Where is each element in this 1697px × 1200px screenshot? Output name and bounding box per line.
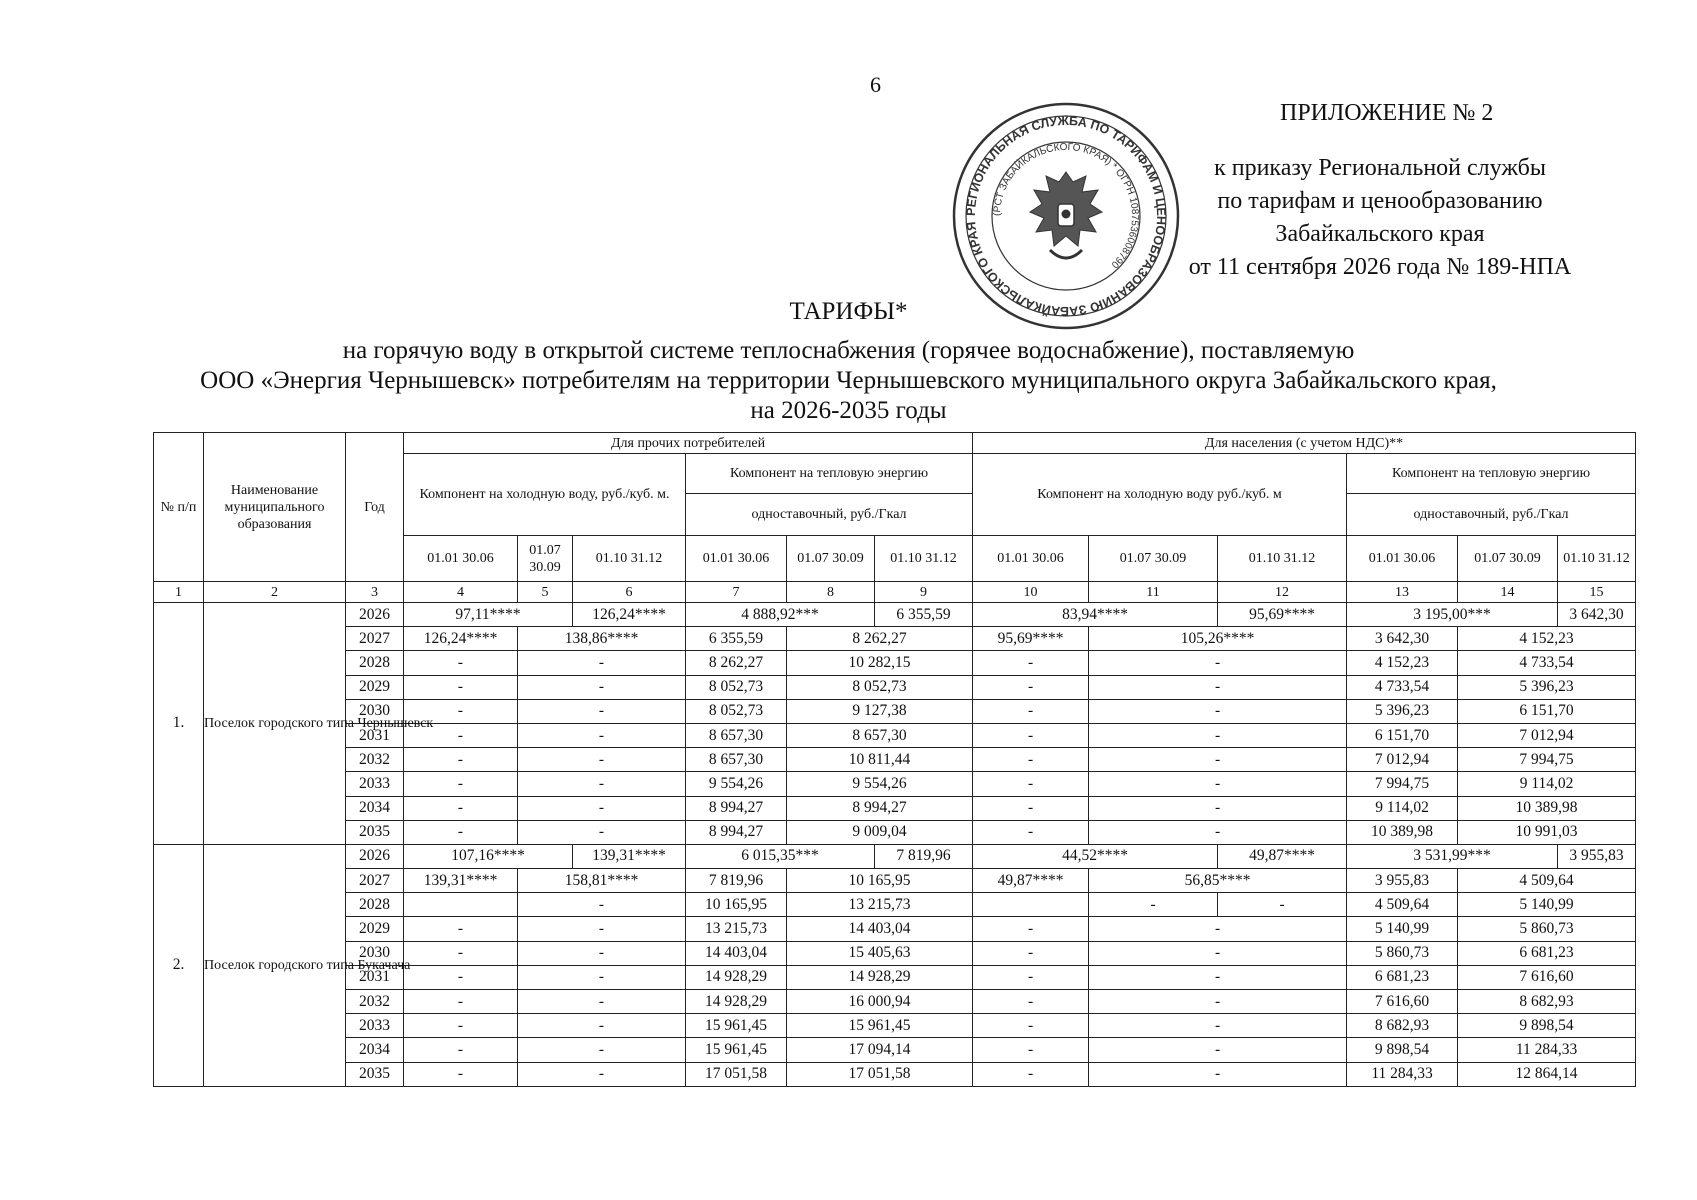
tariff-value: - <box>404 699 518 723</box>
header-cold-water-population: Компонент на холодную воду руб./куб. м <box>973 454 1347 536</box>
table-row <box>154 820 1636 844</box>
tariff-value: 3 642,30 <box>1558 603 1636 627</box>
tariff-value: - <box>1089 990 1347 1014</box>
tariff-value: 4 733,54 <box>1458 651 1636 675</box>
header-group-other: Для прочих потребителей <box>404 433 973 454</box>
tariff-value <box>973 893 1089 917</box>
table-row <box>154 990 1636 1014</box>
tariff-value: - <box>973 990 1089 1014</box>
tariff-value: 139,31**** <box>404 869 518 893</box>
tariff-value: 8 994,27 <box>787 796 973 820</box>
tariff-value: 8 052,73 <box>686 699 787 723</box>
tariff-value: 4 509,64 <box>1458 869 1636 893</box>
tariff-value: 95,69**** <box>1218 603 1347 627</box>
tariff-value: 56,85**** <box>1089 869 1347 893</box>
tariff-value: 10 165,95 <box>686 893 787 917</box>
tariff-value: 8 994,27 <box>686 820 787 844</box>
tariff-value: - <box>1089 699 1347 723</box>
tariff-value: 44,52**** <box>973 844 1218 868</box>
tariff-value: 9 114,02 <box>1458 772 1636 796</box>
tariff-value: 9 009,04 <box>787 820 973 844</box>
tariff-value: 107,16**** <box>404 844 573 868</box>
table-row <box>154 772 1636 796</box>
tariff-value: - <box>1089 675 1347 699</box>
tariff-value: 10 811,44 <box>787 748 973 772</box>
tariff-value: 97,11**** <box>404 603 573 627</box>
header-period: 01.01 30.06 <box>1347 536 1458 582</box>
tariff-value: - <box>404 675 518 699</box>
table-row <box>154 941 1636 965</box>
tariff-value: 9 898,54 <box>1458 1014 1636 1038</box>
year-cell: 2031 <box>346 723 404 747</box>
tariff-value: - <box>973 699 1089 723</box>
tariff-value: 9 554,26 <box>787 772 973 796</box>
tariff-value: - <box>404 748 518 772</box>
tariff-value: 10 282,15 <box>787 651 973 675</box>
tariff-value: 3 195,00*** <box>1347 603 1558 627</box>
tariff-value: 15 961,45 <box>787 1014 973 1038</box>
tariff-value: - <box>518 699 686 723</box>
tariff-value: 126,24**** <box>573 603 686 627</box>
tariff-value: 6 355,59 <box>686 627 787 651</box>
tariff-value: 9 127,38 <box>787 699 973 723</box>
tariff-value: 17 051,58 <box>787 1062 973 1086</box>
header-period: 01.10 31.12 <box>1558 536 1636 582</box>
header-heat-population: Компонент на тепловую энергию <box>1347 454 1636 494</box>
tariff-value: 4 888,92*** <box>686 603 875 627</box>
tariff-value: 10 389,98 <box>1458 796 1636 820</box>
header-column-number: 12 <box>1218 582 1347 603</box>
header-period: 01.07 30.09 <box>1089 536 1218 582</box>
table-row <box>154 675 1636 699</box>
tariff-value: - <box>518 1062 686 1086</box>
tariff-value: - <box>404 796 518 820</box>
table-row <box>154 917 1636 941</box>
tariff-value: - <box>1089 772 1347 796</box>
tariff-value: 7 616,60 <box>1347 990 1458 1014</box>
table-row <box>154 699 1636 723</box>
tariff-value: - <box>404 941 518 965</box>
table-row <box>154 627 1636 651</box>
tariff-value: - <box>1089 651 1347 675</box>
tariff-value <box>404 893 518 917</box>
header-column-number: 6 <box>573 582 686 603</box>
tariff-value: - <box>973 675 1089 699</box>
tariff-value: - <box>518 675 686 699</box>
tariff-value: 4 152,23 <box>1347 651 1458 675</box>
tariff-value: 9 114,02 <box>1347 796 1458 820</box>
tariff-value: 6 151,70 <box>1458 699 1636 723</box>
header-cold-water-other: Компонент на холодную воду, руб./куб. м. <box>404 454 686 536</box>
header-column-number: 15 <box>1558 582 1636 603</box>
header-heat-other-sub: одноставочный, руб./Гкал <box>686 494 973 536</box>
tariff-value: 8 262,27 <box>787 627 973 651</box>
tariff-value: - <box>518 1014 686 1038</box>
header-column-number: 8 <box>787 582 875 603</box>
table-row <box>154 844 1636 868</box>
tariff-value: - <box>1089 1014 1347 1038</box>
header-column-number: 14 <box>1458 582 1558 603</box>
tariff-value: 139,31**** <box>573 844 686 868</box>
row-number: 1. <box>154 603 204 845</box>
tariff-value: 10 991,03 <box>1458 820 1636 844</box>
year-cell: 2030 <box>346 699 404 723</box>
tariff-value: 6 681,23 <box>1458 941 1636 965</box>
year-cell: 2026 <box>346 603 404 627</box>
tariff-value: 12 864,14 <box>1458 1062 1636 1086</box>
tariff-value: 5 860,73 <box>1458 917 1636 941</box>
table-row <box>154 651 1636 675</box>
header-period: 01.07 30.09 <box>787 536 875 582</box>
appendix-reference <box>1140 152 1620 284</box>
tariff-value: 8 682,93 <box>1347 1014 1458 1038</box>
tariff-value: 8 052,73 <box>686 675 787 699</box>
tariff-value: 158,81**** <box>518 869 686 893</box>
header-column-number: 7 <box>686 582 787 603</box>
tariff-value: - <box>1089 723 1347 747</box>
year-cell: 2032 <box>346 748 404 772</box>
tariff-value: - <box>404 990 518 1014</box>
tariff-value: 83,94**** <box>973 603 1218 627</box>
tariff-value: - <box>518 990 686 1014</box>
tariff-value: 13 215,73 <box>686 917 787 941</box>
table-row <box>154 748 1636 772</box>
tariff-value: 6 681,23 <box>1347 965 1458 989</box>
tariff-value: 16 000,94 <box>787 990 973 1014</box>
year-cell: 2029 <box>346 917 404 941</box>
header-heat-population-sub: одноставочный, руб./Гкал <box>1347 494 1636 536</box>
tariff-value: - <box>404 917 518 941</box>
tariff-value: 7 819,96 <box>686 869 787 893</box>
tariff-value: - <box>404 820 518 844</box>
header-num: № п/п <box>154 433 204 582</box>
tariff-value: 8 262,27 <box>686 651 787 675</box>
tariff-value: 6 151,70 <box>1347 723 1458 747</box>
year-cell: 2032 <box>346 990 404 1014</box>
tariff-value: 14 928,29 <box>686 990 787 1014</box>
tariff-value: - <box>518 941 686 965</box>
tariff-value: 4 733,54 <box>1347 675 1458 699</box>
column-number-row <box>154 582 1636 603</box>
tariff-value: 10 165,95 <box>787 869 973 893</box>
stamp-outer-text: РЕГИОНАЛЬНАЯ СЛУЖБА ПО ТАРИФАМ И ЦЕНООБРАЗОВАНИЮ ЗАБАЙКАЛЬСКОГО КРАЯ <box>963 113 1169 319</box>
header-column-number: 2 <box>204 582 346 603</box>
tariff-value: 14 403,04 <box>787 917 973 941</box>
tariff-value: - <box>973 651 1089 675</box>
appendix-title: ПРИЛОЖЕНИЕ № 2 <box>1280 100 1494 126</box>
tariff-value: 7 819,96 <box>875 844 973 868</box>
table-row <box>154 723 1636 747</box>
tariff-value: 11 284,33 <box>1458 1038 1636 1062</box>
tariff-value: 5 396,23 <box>1458 675 1636 699</box>
subtitle-line: на горячую воду в открытой системе теплоснабжения (горячее водоснабжение), поставляемую <box>342 337 1355 364</box>
tariff-value: - <box>404 772 518 796</box>
tariff-value: - <box>1089 917 1347 941</box>
year-cell: 2029 <box>346 675 404 699</box>
tariff-value: 14 403,04 <box>686 941 787 965</box>
header-column-number: 9 <box>875 582 973 603</box>
tariff-value: - <box>973 748 1089 772</box>
tariff-value: 6 015,35*** <box>686 844 875 868</box>
header-period: 01.07 30.09 <box>518 536 573 582</box>
subtitle-line: ООО «Энергия Чернышевск» потребителям на территории Чернышевского муниципального округа Забайкальского края, <box>200 367 1497 394</box>
stamp-inner-text: (РСТ ЗАБАЙКАЛЬСКОГО КРАЯ) * ОГРН 1087536008790 <box>991 141 1141 270</box>
tariff-value: - <box>518 748 686 772</box>
tariff-value: 5 860,73 <box>1347 941 1458 965</box>
tariff-value: 95,69**** <box>973 627 1089 651</box>
tariff-value: 5 396,23 <box>1347 699 1458 723</box>
header-column-number: 11 <box>1089 582 1218 603</box>
tariff-value: 5 140,99 <box>1458 893 1636 917</box>
tariff-value: - <box>1089 893 1218 917</box>
table-row <box>154 893 1636 917</box>
tariff-value: 9 554,26 <box>686 772 787 796</box>
tariff-value: 4 152,23 <box>1458 627 1636 651</box>
header-column-number: 3 <box>346 582 404 603</box>
tariff-value: 49,87**** <box>1218 844 1347 868</box>
tariff-value: - <box>973 1014 1089 1038</box>
year-cell: 2033 <box>346 1014 404 1038</box>
header-period: 01.01 30.06 <box>404 536 518 582</box>
tariff-value: 15 961,45 <box>686 1038 787 1062</box>
tariff-value: 14 928,29 <box>787 965 973 989</box>
tariff-value: 7 994,75 <box>1347 772 1458 796</box>
table-row <box>154 1038 1636 1062</box>
header-period: 01.07 30.09 <box>1458 536 1558 582</box>
tariff-value: - <box>973 941 1089 965</box>
tariff-value: 15 405,63 <box>787 941 973 965</box>
header-column-number: 4 <box>404 582 518 603</box>
tariff-value: 126,24**** <box>404 627 518 651</box>
tariff-value: 10 389,98 <box>1347 820 1458 844</box>
year-cell: 2031 <box>346 965 404 989</box>
tariff-value: 3 955,83 <box>1347 869 1458 893</box>
tariff-value: - <box>518 723 686 747</box>
tariff-value: 14 928,29 <box>686 965 787 989</box>
tariff-value: - <box>973 820 1089 844</box>
municipality-name: Поселок городского типа Чернышевск <box>204 603 346 845</box>
appendix-line: от 11 сентября 2026 года № 189-НПА <box>1188 254 1572 280</box>
header-group-population: Для населения (с учетом НДС)** <box>973 433 1636 454</box>
year-cell: 2030 <box>346 941 404 965</box>
tariff-value: 8 682,93 <box>1458 990 1636 1014</box>
table-row <box>154 603 1636 627</box>
tariff-value: 8 657,30 <box>686 748 787 772</box>
header-period: 01.10 31.12 <box>1218 536 1347 582</box>
tariff-value: - <box>973 917 1089 941</box>
tariff-value: - <box>518 917 686 941</box>
table-row <box>154 1062 1636 1086</box>
tariff-value: - <box>973 723 1089 747</box>
tariff-value: - <box>518 651 686 675</box>
tariff-value: - <box>404 651 518 675</box>
tariff-value: - <box>1089 796 1347 820</box>
header-period: 01.01 30.06 <box>686 536 787 582</box>
tariff-value: - <box>1089 748 1347 772</box>
document-title: ТАРИФЫ* <box>789 298 908 325</box>
tariff-value: - <box>1089 820 1347 844</box>
tariff-value: 3 955,83 <box>1558 844 1636 868</box>
tariff-value: 7 616,60 <box>1458 965 1636 989</box>
year-cell: 2028 <box>346 893 404 917</box>
year-cell: 2028 <box>346 651 404 675</box>
year-cell: 2033 <box>346 772 404 796</box>
tariff-value: 7 994,75 <box>1458 748 1636 772</box>
tariff-value: - <box>404 723 518 747</box>
tariff-value: 8 657,30 <box>686 723 787 747</box>
coat-of-arms-icon <box>1030 172 1102 258</box>
tariff-value: - <box>518 965 686 989</box>
tariff-value: 49,87**** <box>973 869 1089 893</box>
year-cell: 2027 <box>346 627 404 651</box>
tariff-value: 15 961,45 <box>686 1014 787 1038</box>
tariff-value: - <box>404 1014 518 1038</box>
tariff-value: - <box>518 1038 686 1062</box>
header-period: 01.10 31.12 <box>573 536 686 582</box>
tariff-value: - <box>973 965 1089 989</box>
header-column-number: 5 <box>518 582 573 603</box>
tariff-value: - <box>1218 893 1347 917</box>
tariff-value: - <box>1089 1062 1347 1086</box>
tariff-value: 138,86**** <box>518 627 686 651</box>
tariff-value: 4 509,64 <box>1347 893 1458 917</box>
tariff-value: 17 051,58 <box>686 1062 787 1086</box>
year-cell: 2035 <box>346 820 404 844</box>
header-column-number: 10 <box>973 582 1089 603</box>
tariff-value: - <box>973 796 1089 820</box>
tariff-value: - <box>973 772 1089 796</box>
tariff-value: - <box>973 1038 1089 1062</box>
tariff-value: - <box>518 772 686 796</box>
subtitle-line: на 2026-2035 годы <box>750 397 947 424</box>
table-row <box>154 796 1636 820</box>
tariff-value: - <box>518 820 686 844</box>
tariff-value: - <box>973 1062 1089 1086</box>
tariff-value: 5 140,99 <box>1347 917 1458 941</box>
tariff-value: - <box>1089 965 1347 989</box>
header-column-number: 1 <box>154 582 204 603</box>
tariff-value: - <box>404 1038 518 1062</box>
tariff-value: 13 215,73 <box>787 893 973 917</box>
page-number: 6 <box>870 72 881 97</box>
tariff-table <box>153 432 1636 1087</box>
tariff-value: 3 642,30 <box>1347 627 1458 651</box>
document-subtitle <box>60 336 1637 426</box>
tariff-value: 7 012,94 <box>1347 748 1458 772</box>
tariff-value: - <box>1089 1038 1347 1062</box>
year-cell: 2034 <box>346 796 404 820</box>
year-cell: 2034 <box>346 1038 404 1062</box>
tariff-value: 105,26**** <box>1089 627 1347 651</box>
row-number: 2. <box>154 844 204 1086</box>
year-cell: 2027 <box>346 869 404 893</box>
header-year: Год <box>346 433 404 582</box>
table-body <box>154 603 1636 1087</box>
tariff-value: 8 052,73 <box>787 675 973 699</box>
table-header <box>154 433 1636 603</box>
tariff-value: 3 531,99*** <box>1347 844 1558 868</box>
tariff-value: - <box>518 796 686 820</box>
appendix-line: Забайкальского края <box>1275 221 1485 247</box>
table-row <box>154 869 1636 893</box>
header-column-number: 13 <box>1347 582 1458 603</box>
header-municipality: Наименование муниципального образования <box>204 433 346 582</box>
municipality-name: Поселок городского типа Букачача <box>204 844 346 1086</box>
appendix-line: к приказу Региональной службы <box>1214 155 1546 181</box>
table-row <box>154 1014 1636 1038</box>
year-cell: 2026 <box>346 844 404 868</box>
tariff-value: 8 657,30 <box>787 723 973 747</box>
tariff-value: - <box>404 965 518 989</box>
header-heat-other: Компонент на тепловую энергию <box>686 454 973 494</box>
tariff-value: - <box>404 1062 518 1086</box>
tariff-value: 8 994,27 <box>686 796 787 820</box>
tariff-value: - <box>518 893 686 917</box>
tariff-value: - <box>1089 941 1347 965</box>
tariff-value: 9 898,54 <box>1347 1038 1458 1062</box>
tariff-value: 7 012,94 <box>1458 723 1636 747</box>
header-period: 01.01 30.06 <box>973 536 1089 582</box>
header-period: 01.10 31.12 <box>875 536 973 582</box>
table-row <box>154 965 1636 989</box>
tariff-value: 11 284,33 <box>1347 1062 1458 1086</box>
tariff-value: 17 094,14 <box>787 1038 973 1062</box>
year-cell: 2035 <box>346 1062 404 1086</box>
tariff-value: 6 355,59 <box>875 603 973 627</box>
appendix-line: по тарифам и ценообразованию <box>1217 188 1543 214</box>
